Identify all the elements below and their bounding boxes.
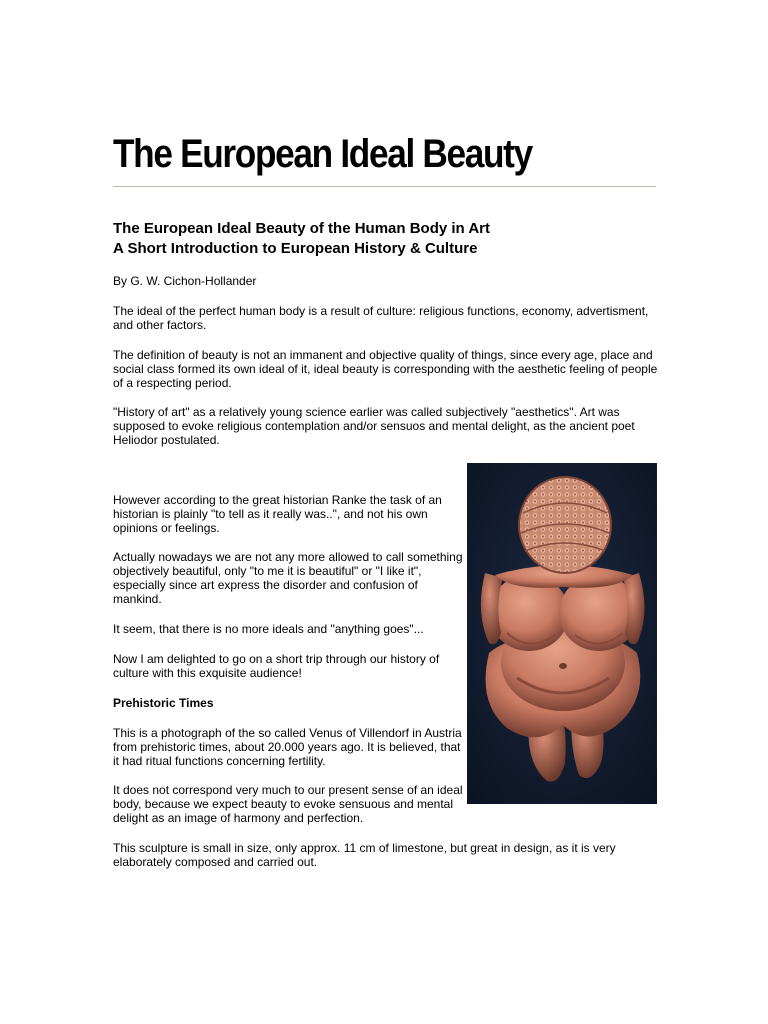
paragraph-venus-photo: This is a photograph of the so called Venus of Villendorf in Austria from prehistoric times, about 20.000 years ago. It is believed, that it had ritual functions concerning fertility. [113,726,462,768]
paragraph-ranke: However according to the great historian Ranke the task of an historian is plainly "to tell as it really was..", and not his own opinions or feelings. [113,493,442,535]
document-subtitle [113,219,490,259]
paragraph-ideal-body: It does not correspond very much to our present sense of an ideal body, because we expect beauty to evoke sensuous and mental delight as an image of harmony and perfection. [113,783,463,825]
subtitle-line-2: A Short Introduction to European History & Culture [113,240,478,257]
paragraph-sculpture-size: This sculpture is small in size, only approx. 11 cm of limestone, but great in design, as it is very elaborately composed and carried out. [113,841,616,869]
paragraph-definition: The definition of beauty is not an immanent and objective quality of things, since every age, place and social class formed its own ideal of it, ideal beauty is corresponding with the aesthetic feeling of people of a respecting period. [113,348,658,390]
paragraph-intro: The ideal of the perfect human body is a result of culture: religious functions, economy, advertisment, and other factors. [113,304,649,332]
page-title: The European Ideal Beauty [113,132,532,176]
paragraph-history-of-art: "History of art" as a relatively young science earlier was called subjectively "aesthetics". Art was supposed to evoke religious contemplation and/or sensuos and mental delight, as the ancient poet Heliodor postulated. [113,405,635,447]
subtitle-line-1: The European Ideal Beauty of the Human Body in Art [113,220,490,237]
paragraph-nowadays: Actually nowadays we are not any more allowed to call something objectively beautiful, only "to me it is beautiful" or "I like it", especially since art express the disorder and confusion of mankind. [113,550,463,606]
paragraph-no-ideals: It seem, that there is no more ideals and "anything goes"... [113,622,424,636]
paragraph-trip: Now I am delighted to go on a short trip through our history of culture with this exquisite audience! [113,652,440,680]
section-heading-prehistoric: Prehistoric Times [113,696,214,710]
venus-of-willendorf-photo [467,463,657,804]
byline: By G. W. Cichon-Hollander [113,274,257,288]
title-divider [113,186,656,187]
